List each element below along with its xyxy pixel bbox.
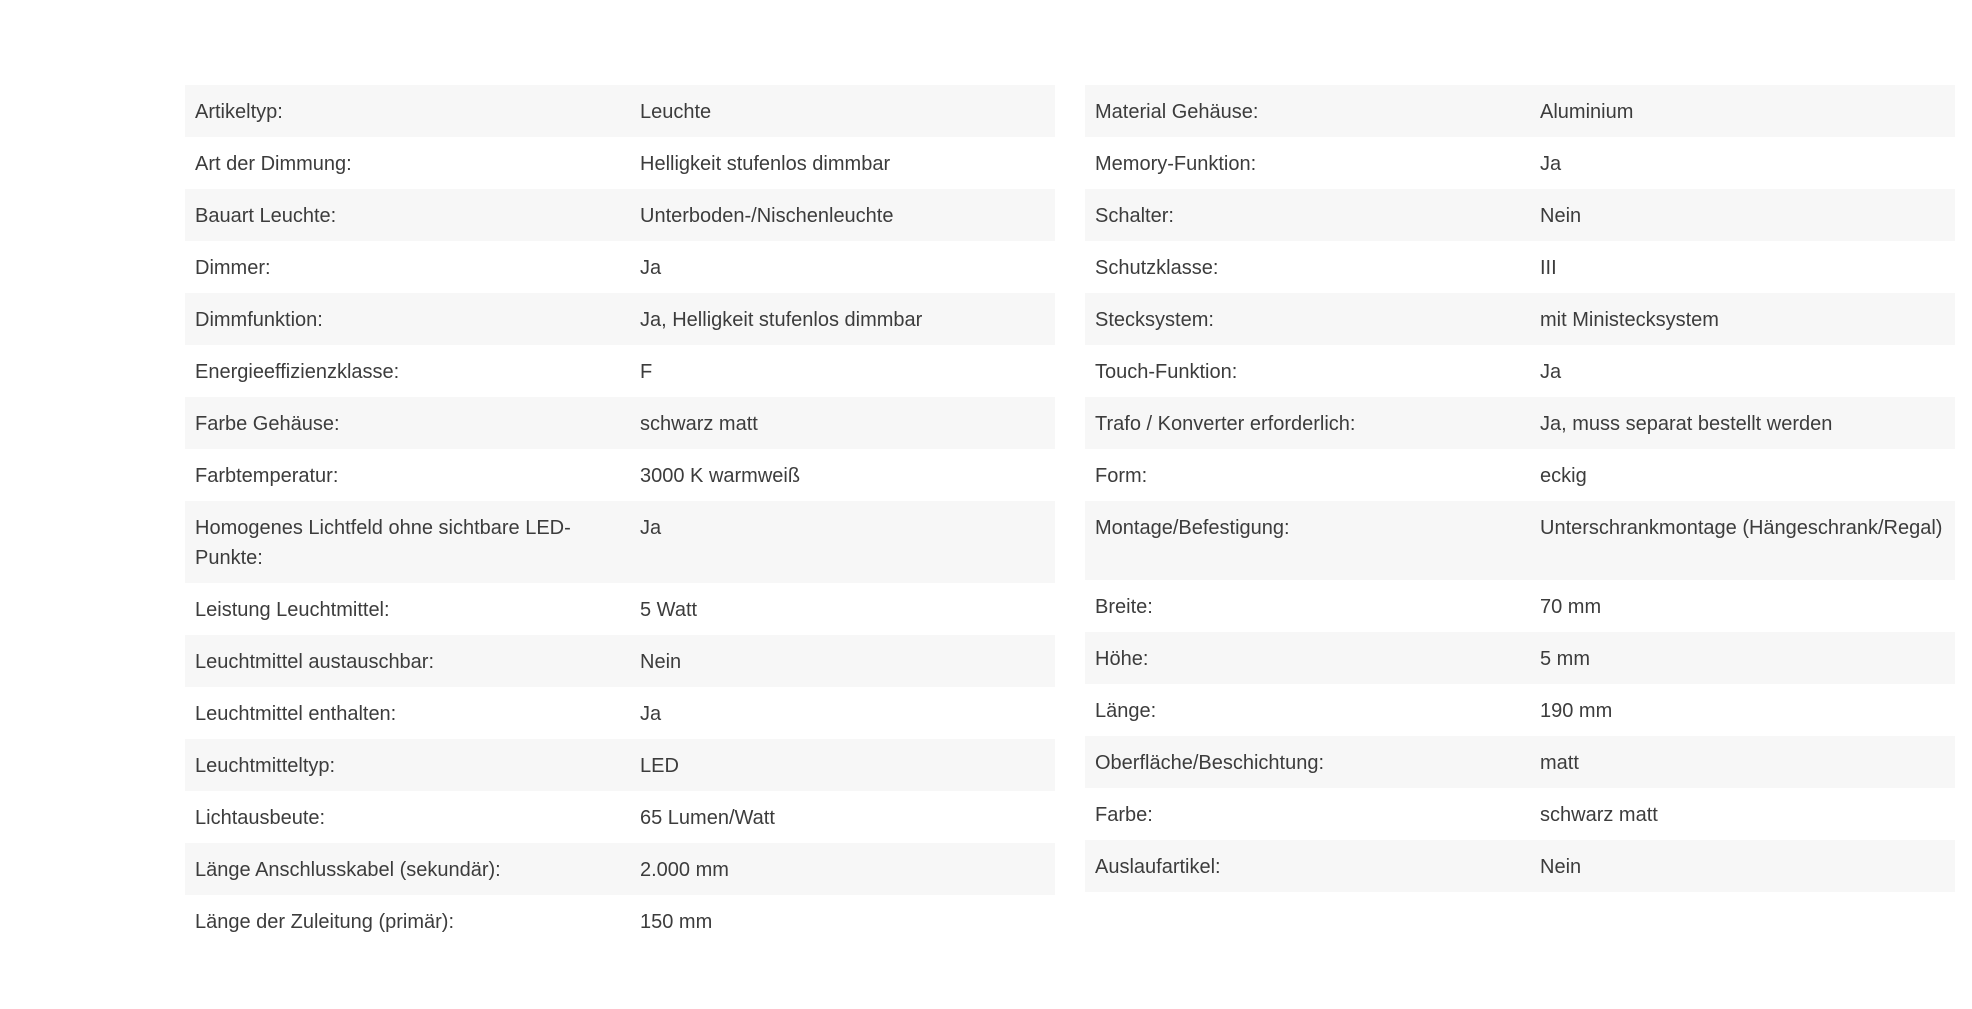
spec-value: LED [640,755,679,777]
spec-value: Unterschrankmontage (Hängeschrank/Regal) [1540,517,1943,539]
spec-row [185,895,1055,947]
spec-row [1085,788,1955,840]
spec-value: Ja [640,517,662,539]
spec-label: Leuchtmittel austauschbar: [195,651,435,673]
spec-label: Auslaufartikel: [1095,856,1221,878]
spec-value: matt [1540,752,1579,774]
spec-value: Helligkeit stufenlos dimmbar [640,153,891,175]
spec-label: Form: [1095,465,1148,487]
spec-row [185,345,1055,397]
spec-row [1085,241,1955,293]
spec-row [185,293,1055,345]
spec-value: 5 Watt [640,599,698,621]
spec-label: Leuchtmittel enthalten: [195,703,397,725]
spec-label: Montage/Befestigung: [1095,517,1290,539]
spec-label: Höhe: [1095,648,1149,670]
spec-row [1085,85,1955,137]
spec-label: Lichtausbeute: [195,807,326,829]
spec-label: Breite: [1095,596,1153,618]
spec-label: Länge der Zuleitung (primär): [195,911,455,933]
spec-row [185,449,1055,501]
spec-label: Memory-Funktion: [1095,153,1257,175]
spec-row [1085,189,1955,241]
spec-label: Dimmfunktion: [195,309,323,331]
spec-value: schwarz matt [1540,804,1658,826]
spec-value: Aluminium [1540,101,1634,123]
spec-row [1085,632,1955,684]
spec-value: eckig [1540,465,1587,487]
spec-value: Ja, Helligkeit stufenlos dimmbar [640,309,923,331]
spec-label: Farbtemperatur: [195,465,339,487]
spec-value: Leuchte [640,101,712,123]
spec-value: Nein [1540,856,1582,878]
spec-value: mit Ministecksystem [1540,309,1719,331]
specs-column-left [185,85,1055,947]
spec-label: Leistung Leuchtmittel: [195,599,390,621]
spec-label: Leuchtmitteltyp: [195,755,336,777]
spec-label: Schutzklasse: [1095,257,1219,279]
spec-label: Homogenes Lichtfeld ohne sichtbare LED-Punkte: [195,517,571,569]
spec-label: Artikeltyp: [195,101,283,123]
spec-row [1085,684,1955,736]
spec-label: Oberfläche/Beschichtung: [1095,752,1325,774]
spec-row [185,397,1055,449]
spec-value: 5 mm [1540,648,1590,670]
product-specs-table [185,85,1956,947]
spec-row [185,583,1055,635]
spec-value: 2.000 mm [640,859,729,881]
spec-value: Ja [640,257,662,279]
spec-row [185,791,1055,843]
spec-row [1085,736,1955,788]
spec-value: Unterboden-/Nischenleuchte [640,205,894,227]
spec-label: Art der Dimmung: [195,153,352,175]
spec-row [1085,501,1955,580]
spec-value: 190 mm [1540,700,1613,722]
spec-label: Dimmer: [195,257,271,279]
spec-row [185,635,1055,687]
spec-row [1085,137,1955,189]
spec-value: 70 mm [1540,596,1602,618]
spec-row [185,739,1055,791]
spec-label: Material Gehäuse: [1095,101,1259,123]
spec-value: 65 Lumen/Watt [640,807,775,829]
spec-label: Touch-Funktion: [1095,361,1238,383]
specs-column-right [1085,85,1955,947]
spec-row [1085,580,1955,632]
spec-value: Ja [1540,153,1562,175]
spec-row [1085,449,1955,501]
spec-row [185,137,1055,189]
spec-label: Schalter: [1095,205,1174,227]
spec-row [1085,345,1955,397]
spec-row [185,85,1055,137]
spec-row [185,687,1055,739]
spec-value: Nein [640,651,682,673]
spec-value: 150 mm [640,911,713,933]
spec-label: Energieeffizienzklasse: [195,361,400,383]
spec-label: Trafo / Konverter erforderlich: [1095,413,1356,435]
spec-row [185,241,1055,293]
spec-row [185,189,1055,241]
spec-row [1085,397,1955,449]
spec-label: Länge: [1095,700,1157,722]
spec-value: III [1540,257,1557,279]
spec-label: Farbe: [1095,804,1153,826]
spec-value: 3000 K warmweiß [640,465,801,487]
spec-label: Stecksystem: [1095,309,1214,331]
spec-label: Farbe Gehäuse: [195,413,340,435]
spec-value: Ja [640,703,662,725]
spec-label: Bauart Leuchte: [195,205,337,227]
spec-row [185,501,1055,583]
spec-label: Länge Anschlusskabel (sekundär): [195,859,501,881]
spec-row [1085,840,1955,892]
spec-value: Ja, muss separat bestellt werden [1540,413,1833,435]
spec-value: schwarz matt [640,413,758,435]
spec-row [1085,293,1955,345]
spec-value: Nein [1540,205,1582,227]
spec-row [185,843,1055,895]
spec-value: F [640,361,653,383]
spec-value: Ja [1540,361,1562,383]
